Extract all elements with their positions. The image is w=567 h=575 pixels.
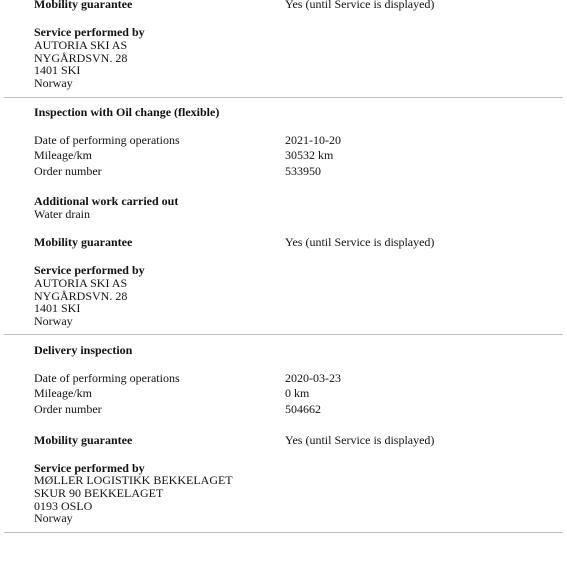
order-number-value: 504662 bbox=[285, 402, 321, 416]
mobility-guarantee-value: Yes (until Service is displayed) bbox=[285, 433, 435, 447]
dealer-country: Norway bbox=[34, 314, 73, 328]
service-performed-by-label: Service performed by bbox=[34, 263, 145, 277]
service-performed-by-label: Service performed by bbox=[34, 461, 145, 475]
mileage-label: Mileage/km bbox=[34, 148, 92, 162]
service-performed-by-label: Service performed by bbox=[34, 25, 145, 39]
mileage-value: 30532 km bbox=[285, 148, 334, 162]
dealer-postal: 1401 SKI bbox=[34, 301, 81, 315]
section-divider bbox=[4, 532, 563, 533]
dealer-name: AUTORIA SKI AS bbox=[34, 276, 128, 290]
section-divider bbox=[4, 334, 563, 335]
date-value: 2021-10-20 bbox=[285, 133, 341, 147]
dealer-postal: 1401 SKI bbox=[34, 63, 81, 77]
mileage-label: Mileage/km bbox=[34, 386, 92, 400]
mobility-guarantee-label: Mobility guarantee bbox=[34, 0, 133, 11]
date-label: Date of performing operations bbox=[34, 133, 180, 147]
mileage-value: 0 km bbox=[285, 386, 310, 400]
date-label: Date of performing operations bbox=[34, 371, 180, 385]
mobility-guarantee-label: Mobility guarantee bbox=[34, 235, 133, 249]
mobility-guarantee-value: Yes (until Service is displayed) bbox=[285, 235, 435, 249]
mobility-guarantee-label: Mobility guarantee bbox=[34, 433, 133, 447]
dealer-name: MØLLER LOGISTIKK BEKKELAGET bbox=[34, 473, 233, 487]
additional-work-label: Additional work carried out bbox=[34, 194, 179, 208]
dealer-name: AUTORIA SKI AS bbox=[34, 38, 128, 52]
additional-work-value: Water drain bbox=[34, 207, 91, 221]
section-divider bbox=[4, 97, 563, 98]
dealer-postal: 0193 OSLO bbox=[34, 499, 93, 513]
dealer-country: Norway bbox=[34, 511, 73, 525]
date-value: 2020-03-23 bbox=[285, 371, 341, 385]
order-number-label: Order number bbox=[34, 164, 102, 178]
order-number-value: 533950 bbox=[285, 164, 321, 178]
dealer-country: Norway bbox=[34, 76, 73, 90]
dealer-street: NYGÅRDSVN. 28 bbox=[34, 289, 128, 303]
order-number-label: Order number bbox=[34, 402, 102, 416]
dealer-street: SKUR 90 BEKKELAGET bbox=[34, 486, 164, 500]
dealer-street: NYGÅRDSVN. 28 bbox=[34, 51, 128, 65]
mobility-guarantee-value: Yes (until Service is displayed) bbox=[285, 0, 435, 11]
section-title-oil-change: Inspection with Oil change (flexible) bbox=[34, 105, 220, 119]
section-title-delivery-inspection: Delivery inspection bbox=[34, 343, 133, 357]
